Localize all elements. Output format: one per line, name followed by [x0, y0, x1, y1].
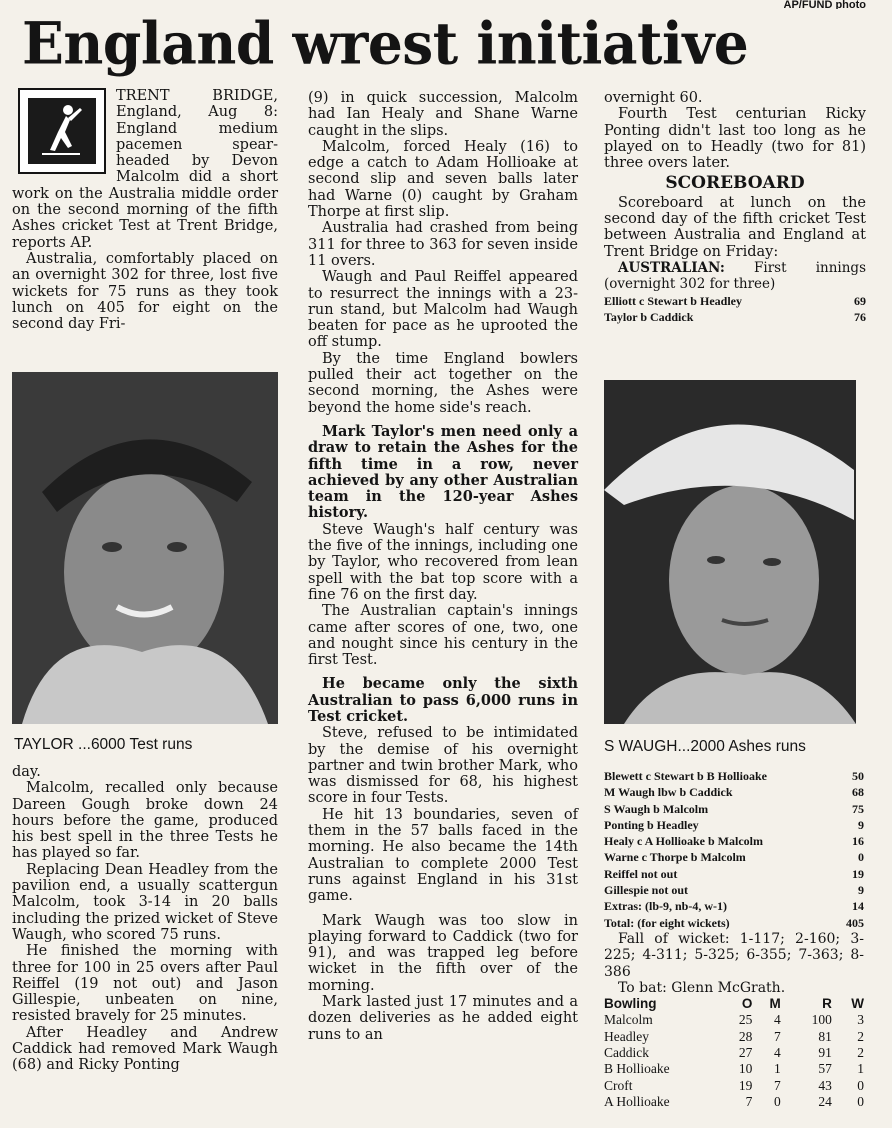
- article-paragraph: Replacing Dean Headley from the pavilion end, a usually scattergun Malcolm, took 3-14 in 20 balls including the prized wicket of Steve Waugh, who scored 75 runs.: [12, 861, 278, 943]
- bowling-header: M: [769, 996, 781, 1012]
- batting-row: [604, 898, 864, 914]
- bowling-figure: 57: [818, 1061, 832, 1077]
- bowling-header: R: [822, 996, 832, 1012]
- batsman-name: Blewett c Stewart b B Hollioake: [604, 769, 767, 783]
- bowling-header: Bowling: [604, 996, 657, 1012]
- scoreboard-continued: [604, 768, 864, 1110]
- batting-list: [604, 768, 864, 931]
- bowling-header: W: [851, 996, 864, 1012]
- to-bat: To bat: Glenn McGrath.: [618, 979, 786, 996]
- batting-row: [604, 309, 866, 325]
- article-lead: TRENT BRIDGE, England, Aug 8: England medium pacemen spear-headed by Devon Malcolm did a short work on the Australia middle order on the second morning of the fifth Ashes cricket Test at Trent Bridge, reports AP.: [12, 88, 278, 251]
- bowling-row: [604, 1094, 864, 1110]
- bowling-row: [604, 1078, 864, 1094]
- article-continuation: overnight 60.: [604, 90, 703, 106]
- batsman-name: Warne c Thorpe b Malcolm: [604, 850, 746, 865]
- bowling-table: [604, 996, 864, 1110]
- batsman-name: Healy c A Hollioake b Malcolm: [604, 834, 763, 849]
- batsman-name: Elliott c Stewart b Headley: [604, 293, 742, 308]
- bowling-figure: 19: [738, 1077, 753, 1093]
- batting-row: [604, 882, 864, 898]
- column-3: [604, 90, 866, 325]
- batsman-name: M Waugh lbw b Caddick: [604, 785, 733, 800]
- batsman-name: Extras: (lb-9, nb-4, w-1): [604, 899, 727, 914]
- batsman-runs: 9: [858, 883, 864, 898]
- scoreboard-intro: Scoreboard at lunch on the second day of the fifth cricket Test between Australia and England at Trent Bridge on Friday:: [604, 194, 866, 260]
- article-paragraph: The Australian captain's innings came after scores of one, two, one and nought since his century in the first Test.: [308, 603, 578, 669]
- batting-row: [604, 768, 864, 784]
- bowler-name: Croft: [604, 1077, 633, 1093]
- bowling-figure: 10: [738, 1061, 753, 1077]
- article-paragraph: Australia, comfortably placed on an overnight 302 for three, lost five wickets for 75 runs as they took lunch on 405 for eight on the second day Fri-: [12, 250, 278, 333]
- batsman-name: Ponting b Headley: [604, 817, 699, 832]
- bowling-row: [604, 1029, 864, 1045]
- bowling-header-row: [604, 996, 864, 1012]
- scoreboard-heading: SCOREBOARD: [665, 173, 805, 194]
- innings-line: [604, 260, 866, 293]
- batsman-icon: [28, 98, 96, 164]
- article-paragraph: Australia had crashed from being 311 for three to 363 for seven inside 11 overs.: [308, 220, 578, 269]
- bowling-row: [604, 1012, 864, 1028]
- batsman-runs: 75: [852, 801, 864, 816]
- bowling-figure: 91: [818, 1045, 832, 1061]
- taylor-caption: TAYLOR ...6000 Test runs: [14, 736, 193, 753]
- bowling-figure: 25: [738, 1012, 753, 1028]
- article-paragraph: Fourth Test centurian Ricky Ponting didn't last too long as he played on to Headly (two for 81) three overs later.: [604, 106, 866, 172]
- bowling-figure: 7: [774, 1028, 781, 1044]
- headline: England wrest initiative: [22, 9, 749, 78]
- waugh-caption: S WAUGH...2000 Ashes runs: [604, 738, 806, 755]
- bowler-name: B Hollioake: [604, 1061, 670, 1077]
- bowling-figure: 3: [857, 1012, 864, 1028]
- batsman-runs: 9: [858, 817, 864, 832]
- column-1: [12, 88, 278, 332]
- bowling-figure: 100: [811, 1012, 832, 1028]
- batsman-runs: 405: [846, 915, 864, 930]
- bowling-figure: 0: [774, 1093, 781, 1109]
- batting-row: [604, 817, 864, 833]
- highlight-paragraph: Mark Taylor's men need only a draw to retain the Ashes for the fifth time in a row, never achieved by any other Australian team in the 120-year Ashes history.: [308, 422, 578, 522]
- batting-row: [604, 784, 864, 800]
- bowling-figure: 7: [774, 1077, 781, 1093]
- bowling-figure: 1: [857, 1061, 864, 1077]
- bowling-figure: 0: [857, 1093, 864, 1109]
- batsman-name: Taylor b Caddick: [604, 309, 694, 324]
- bowling-figure: 2: [857, 1045, 864, 1061]
- batting-row: [604, 833, 864, 849]
- article-paragraph: After Headley and Andrew Caddick had removed Mark Waugh (68) and Ricky Ponting: [12, 1024, 278, 1074]
- article-continuation: day.: [12, 764, 41, 780]
- article-paragraph: He hit 13 boundaries, seven of them in the 57 balls faced in the morning. He also became the 14th Australian to complete 2000 Test runs against England in his 31st game.: [308, 806, 578, 905]
- article-paragraph: Malcolm, recalled only because Dareen Gough broke down 24 hours before the game, produced his best spell in the three Tests he has played so far.: [12, 780, 278, 862]
- batsman-runs: 16: [852, 834, 864, 849]
- batsman-runs: 69: [854, 293, 866, 308]
- batsman-runs: 68: [852, 785, 864, 800]
- bowling-figure: 0: [857, 1077, 864, 1093]
- batsman-runs: 50: [852, 769, 864, 783]
- bowling-figure: 81: [818, 1028, 832, 1044]
- column-1-continued: [12, 764, 278, 1074]
- column-2: [308, 90, 578, 1043]
- batsman-name: Reiffel not out: [604, 866, 678, 881]
- waugh-photo: [604, 380, 856, 724]
- article-paragraph: Waugh and Paul Reiffel appeared to resurrect the innings with a 23-run stand, but Malcolm had Waugh beaten for pace as he uprooted the off stump.: [308, 269, 578, 351]
- bowler-name: A Hollioake: [604, 1093, 670, 1109]
- batsman-name: Total: (for eight wickets): [604, 915, 730, 930]
- bowling-figure: 24: [818, 1093, 832, 1109]
- fall-of-wicket: Fall of wicket: 1-117; 2-160; 3-225; 4-311; 5-325; 6-355; 7-363; 8-386: [604, 930, 864, 980]
- article-paragraph: (9) in quick succession, Malcolm had Ian Healy and Shane Warne caught in the slips.: [308, 90, 578, 139]
- photo-credit: AP/FUND photo: [783, 0, 866, 9]
- bowling-row: [604, 1045, 864, 1061]
- bowling-figure: 4: [774, 1045, 781, 1061]
- cricket-logo-icon: [18, 88, 106, 174]
- bowler-name: Caddick: [604, 1045, 649, 1061]
- bowling-header: O: [741, 996, 753, 1012]
- batsman-runs: 0: [858, 850, 864, 865]
- bowler-name: Headley: [604, 1028, 649, 1044]
- innings-label: AUSTRALIAN:: [618, 259, 725, 276]
- article-paragraph: Mark Waugh was too slow in playing forward to Caddick (two for 91), and was trapped leg before wicket in the fifth over of the morning.: [308, 912, 578, 994]
- batting-row: [604, 849, 864, 865]
- bowling-row: [604, 1061, 864, 1077]
- batsman-runs: 19: [852, 866, 864, 881]
- article-paragraph: By the time England bowlers pulled their act together on the second morning, the Ashes were beyond the home side's reach.: [308, 350, 578, 416]
- bowler-name: Malcolm: [604, 1012, 653, 1028]
- batsman-runs: 76: [854, 309, 866, 324]
- batting-row: [604, 293, 866, 309]
- article-paragraph: Steve Waugh's half century was the five of the innings, including one by Taylor, who recovered from lean spell with the bat top score with a fine 76 on the first day.: [308, 521, 578, 603]
- highlight-paragraph: He became only the sixth Australian to pass 6,000 runs in Test cricket.: [308, 675, 578, 725]
- article-paragraph: Steve, refused to be intimidated by the demise of his overnight partner and twin brother Mark, who was dismissed for 68, his highest score in four Tests.: [308, 725, 578, 807]
- bowling-figure: 43: [818, 1077, 832, 1093]
- batting-row: [604, 801, 864, 817]
- bowling-figure: 28: [738, 1028, 753, 1044]
- bowling-figure: 7: [745, 1093, 753, 1109]
- batting-row: [604, 866, 864, 882]
- batsman-runs: 14: [852, 899, 864, 914]
- batsman-name: Gillespie not out: [604, 883, 689, 898]
- taylor-photo: [12, 372, 278, 724]
- article-paragraph: He finished the morning with three for 100 in 25 overs after Paul Reiffel (19 not out) and Jason Gillespie, unbeaten on nine, resisted bravely for 25 minutes.: [12, 943, 278, 1025]
- bowling-figure: 27: [738, 1045, 753, 1061]
- article-paragraph: Mark lasted just 17 minutes and a dozen deliveries as he added eight runs to an: [308, 994, 578, 1043]
- bowling-figure: 4: [774, 1012, 781, 1028]
- batting-row: [604, 915, 864, 931]
- bowling-figure: 1: [774, 1061, 781, 1077]
- innings-text: First innings (overnight 302 for three): [604, 259, 866, 293]
- article-paragraph: Malcolm, forced Healy (16) to edge a catch to Adam Hollioake at second slip and seven balls later had Warne (0) caught by Graham Thorpe at first slip.: [308, 138, 578, 221]
- bowling-figure: 2: [857, 1028, 864, 1044]
- batsman-name: S Waugh b Malcolm: [604, 801, 709, 816]
